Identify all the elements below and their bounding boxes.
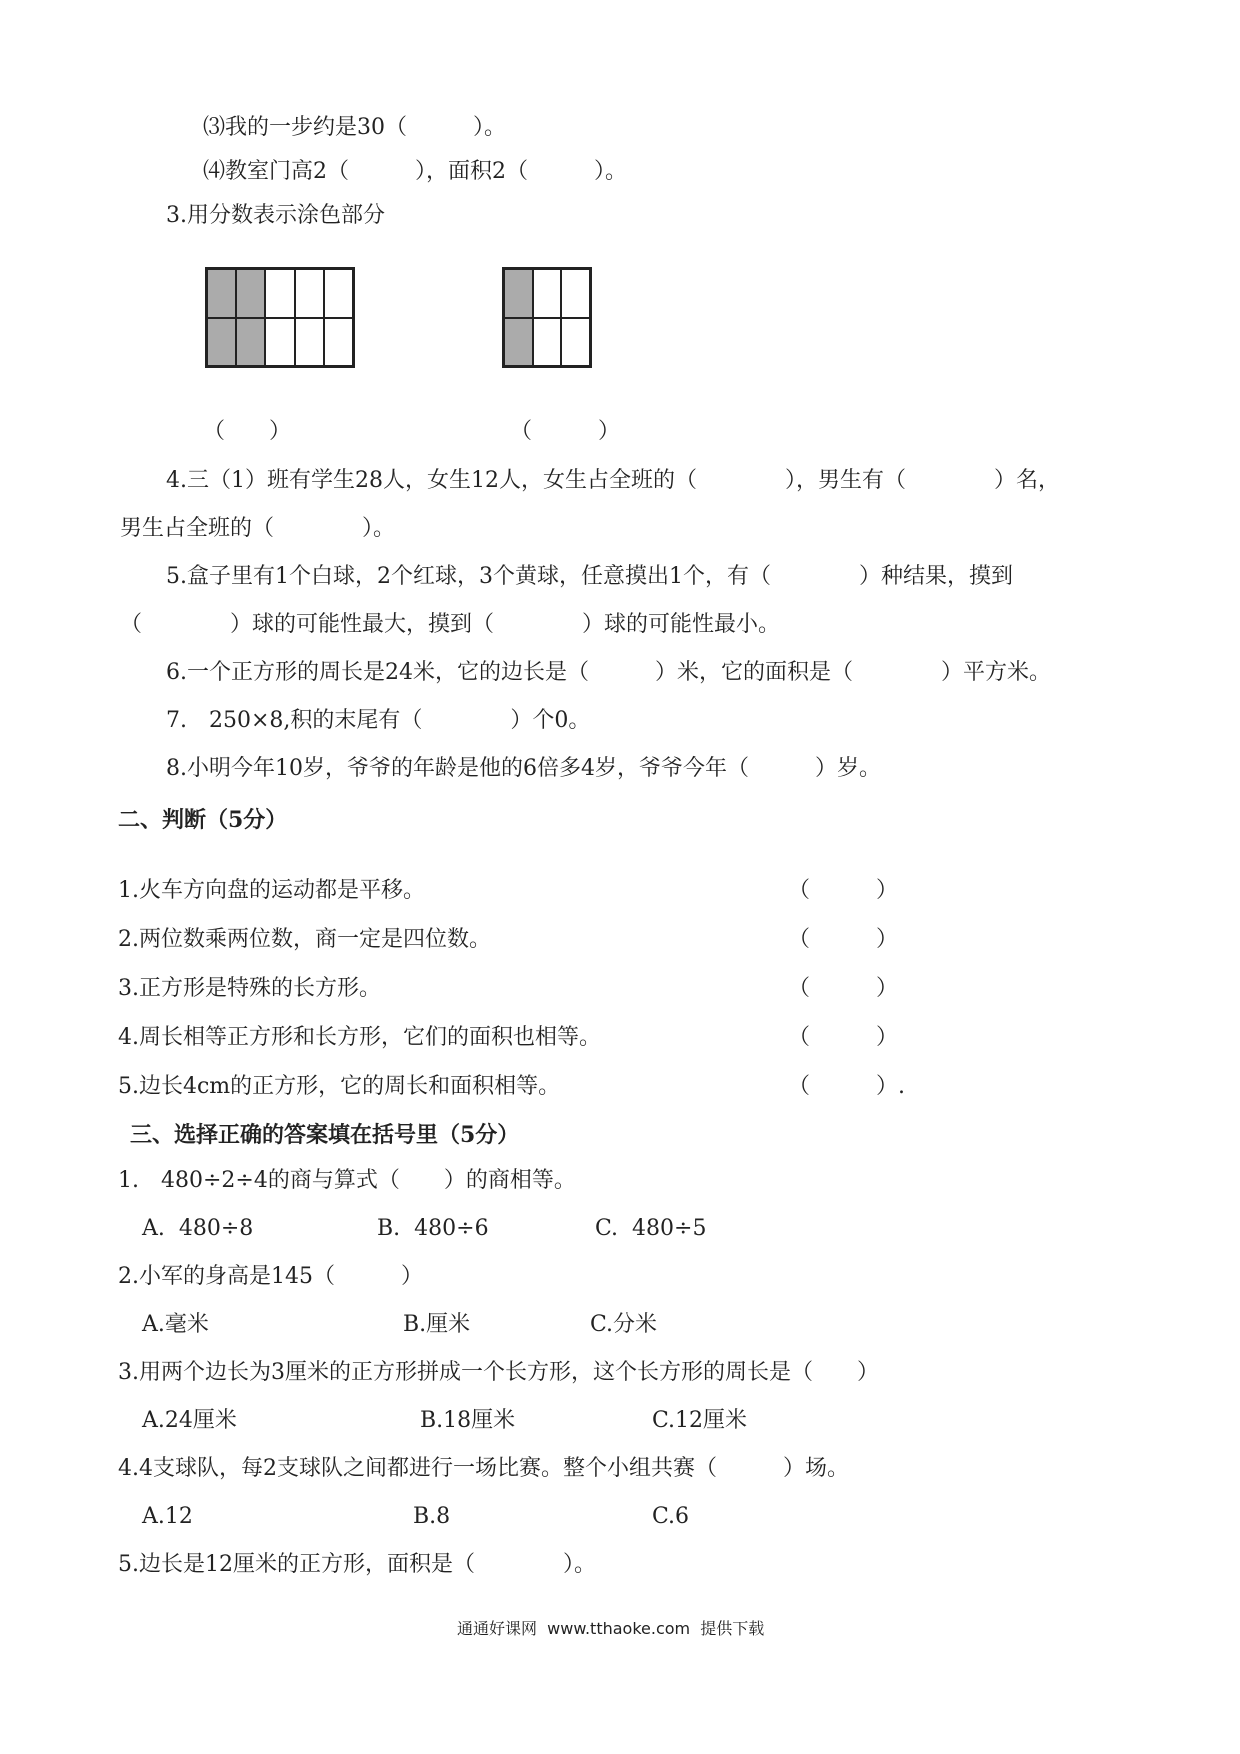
question-6: 6.一个正方形的周长是24米，它的边长是（ ）米，它的面积是（ ）平方米。 (166, 660, 1051, 685)
footer-source: 通通好课网 www.tthaoke.com 提供下载 (457, 1619, 765, 1638)
grid-cell (207, 318, 236, 367)
choice-3-option-a[interactable]: A.24厘米 (142, 1408, 237, 1433)
grid-cell (265, 269, 294, 318)
choice-4-option-b[interactable]: B.8 (413, 1504, 451, 1529)
grid-cell (295, 269, 324, 318)
fraction-answer-1[interactable]: （ ） (203, 419, 292, 444)
fraction-answer-2[interactable]: （ ） (510, 419, 621, 444)
grid-cell (561, 269, 590, 318)
grid-cell (533, 269, 562, 318)
choice-question-4: 4.4支球队，每2支球队之间都进行一场比赛。整个小组共赛（ ）场。 (118, 1456, 849, 1481)
grid-cell (324, 318, 353, 367)
fraction-figure-2 (502, 267, 592, 368)
grid-cell (324, 269, 353, 318)
choice-2-option-a[interactable]: A.毫米 (142, 1312, 209, 1337)
judge-item-2: 2.两位数乘两位数，商一定是四位数。 (118, 927, 491, 952)
choice-1-option-a[interactable]: A. 480÷8 (142, 1216, 254, 1241)
section-3-title: 三、选择正确的答案填在括号里（5分） (130, 1122, 520, 1148)
judge-bracket-2[interactable]: （ ） (788, 927, 899, 952)
choice-question-3: 3.用两个边长为3厘米的正方形拼成一个长方形，这个长方形的周长是（ ） (118, 1360, 879, 1385)
judge-item-5: 5.边长4cm的正方形，它的周长和面积相等。 (118, 1074, 561, 1099)
choice-question-5: 5.边长是12厘米的正方形，面积是（ ）。 (118, 1552, 596, 1577)
judge-bracket-5[interactable]: （ ）. (788, 1074, 905, 1099)
fraction-figure-1 (205, 267, 355, 368)
question-2-3: ⑶我的一步约是30（ ）。 (203, 115, 506, 140)
judge-item-3: 3.正方形是特殊的长方形。 (118, 976, 381, 1001)
question-5-line-1: 5.盒子里有1个白球，2个红球，3个黄球，任意摸出1个，有（ ）种结果，摸到 (166, 564, 1013, 589)
grid-cell (533, 318, 562, 367)
grid-cell (504, 269, 533, 318)
judge-bracket-3[interactable]: （ ） (788, 976, 899, 1001)
choice-2-option-c[interactable]: C.分米 (590, 1312, 658, 1337)
judge-bracket-4[interactable]: （ ） (788, 1025, 899, 1050)
question-8: 8.小明今年10岁，爷爷的年龄是他的6倍多4岁，爷爷今年（ ）岁。 (166, 756, 881, 781)
grid-cell (295, 318, 324, 367)
section-2-title: 二、判断（5分） (118, 807, 288, 833)
judge-bracket-1[interactable]: （ ） (788, 878, 899, 903)
grid-cell (207, 269, 236, 318)
grid-cell (561, 318, 590, 367)
choice-1-option-c[interactable]: C. 480÷5 (595, 1216, 707, 1241)
grid-cell (236, 318, 265, 367)
grid-cell (265, 318, 294, 367)
choice-2-option-b[interactable]: B.厘米 (403, 1312, 471, 1337)
choice-4-option-c[interactable]: C.6 (652, 1504, 690, 1529)
choice-3-option-b[interactable]: B.18厘米 (420, 1408, 516, 1433)
question-2-4: ⑷教室门高2（ ），面积2（ ）。 (203, 159, 627, 184)
grid-cell (504, 318, 533, 367)
question-4-line-2: 男生占全班的（ ）。 (120, 516, 396, 541)
question-7: 7. 250×8,积的末尾有（ ）个0。 (166, 708, 591, 733)
choice-question-2: 2.小军的身高是145（ ） (118, 1264, 423, 1289)
choice-3-option-c[interactable]: C.12厘米 (652, 1408, 748, 1433)
choice-1-option-b[interactable]: B. 480÷6 (377, 1216, 489, 1241)
judge-item-1: 1.火车方向盘的运动都是平移。 (118, 878, 425, 903)
question-3-title: 3.用分数表示涂色部分 (166, 203, 385, 228)
grid-cell (236, 269, 265, 318)
judge-item-4: 4.周长相等正方形和长方形，它们的面积也相等。 (118, 1025, 601, 1050)
question-4-line-1: 4.三（1）班有学生28人，女生12人，女生占全班的（ ），男生有（ ）名， (166, 468, 1060, 493)
question-5-line-2: （ ）球的可能性最大，摸到（ ）球的可能性最小。 (120, 612, 781, 637)
choice-4-option-a[interactable]: A.12 (142, 1504, 193, 1529)
choice-question-1: 1. 480÷2÷4的商与算式（ ）的商相等。 (118, 1168, 576, 1193)
